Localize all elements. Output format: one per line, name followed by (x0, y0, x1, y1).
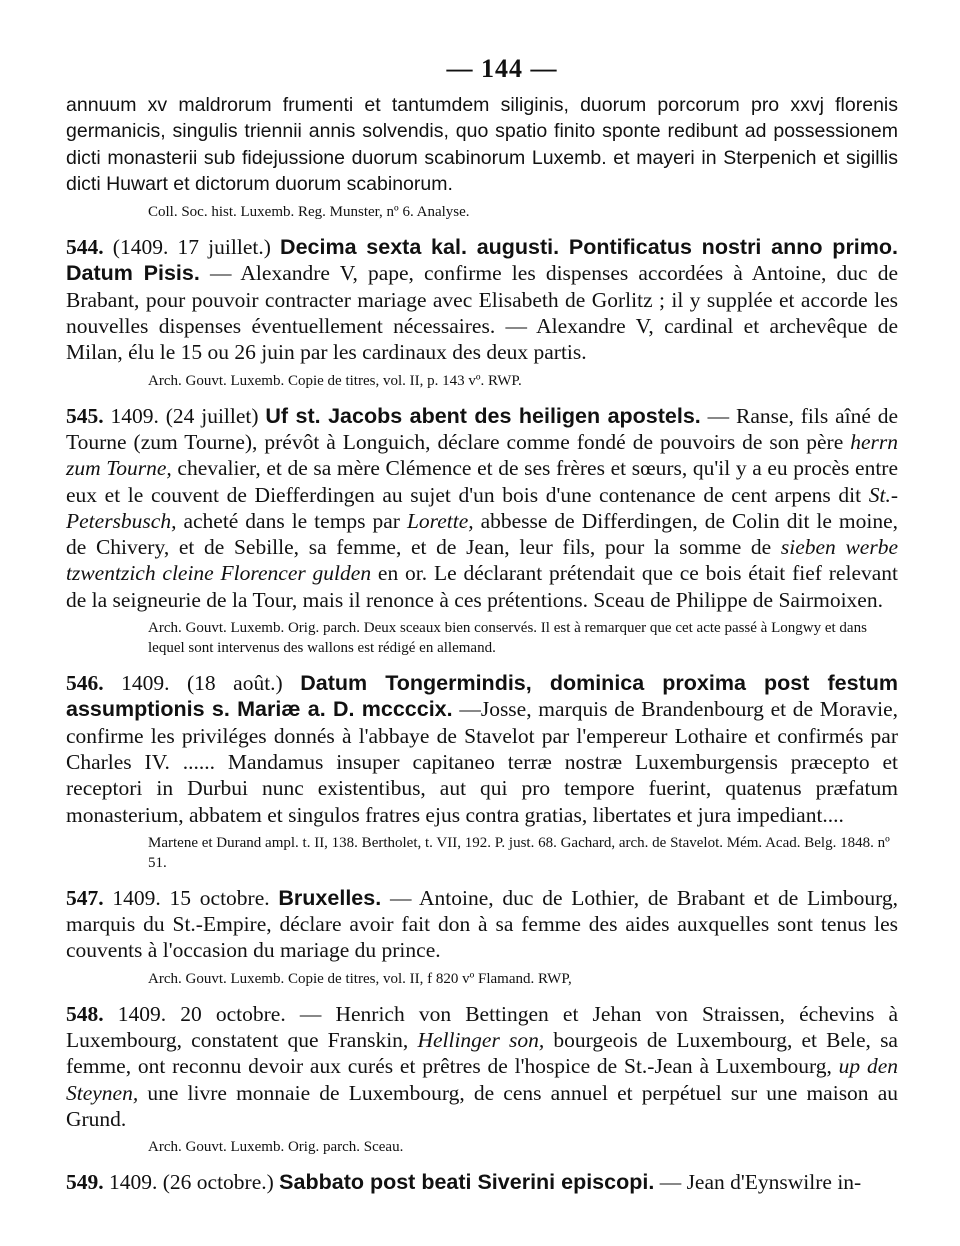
source-note: Arch. Gouvt. Luxemb. Orig. parch. Sceau. (148, 1139, 404, 1156)
entry-text: bourgeois de Luxembourg, et Bele, sa femme, ont reconnu devoir aux curés et prêtres de l'hospice de St.-Jean à Luxembourg, (66, 1028, 898, 1079)
entry-text: abbesse de Differdingen, de Colin dit le moine, de Chivery, et de Sebille, sa femme, et de Jean, leur fils, pour la somme de (66, 508, 898, 560)
source-note: Arch. Gouvt. Luxemb. Copie de titres, vol. II, f 820 vº Flamand. RWP, (148, 970, 572, 987)
source-note: Coll. Soc. hist. Luxemb. Reg. Munster, nº 6. Analyse. (148, 204, 470, 221)
entry-text: en or. Le déclarant prétendait que ce bois était fief relevant de la seigneurie de la Tour, mais il renonce à ces prétentions. Sceau de Philippe de Sairmoixen. (66, 561, 898, 612)
source-note: Arch. Gouvt. Luxemb. Copie de titres, vol. II, p. 143 vº. RWP. (148, 372, 522, 389)
entry-date: 1409. 15 octobre. (112, 885, 270, 910)
entry-date: 1409. (26 octobre.) (109, 1170, 274, 1195)
entry-number: 545. (66, 403, 104, 428)
entry-546 (66, 670, 898, 828)
entry-text: — Jean d'Eynswilre in- (659, 1170, 862, 1195)
entry-date: 1409. (24 juillet) (110, 403, 259, 428)
continuation-text: annuum xv maldrorum frumenti et tantumdem siliginis, duorum porcorum pro xxvj florenis germanicis, singulis triennii annis solvendis, quo spatio finito sponte redibunt ad possessionem dicti monasterii sub fidejussione duorum scabinorum Luxemb. et mayeri in Sterpenich et sigillis dicti Huwart et dictorum duorum scabinorum. (66, 94, 898, 195)
entry-text: — Ranse, fils aîné de Tourne (zum Tourne), prévôt à Longuich, déclare comme fondé de pouvoirs de son père (66, 403, 899, 454)
entry-number: 549. (66, 1170, 104, 1195)
entry-number: 546. (66, 671, 104, 696)
entry-number: 544. (66, 235, 104, 260)
entry-italic-term: Lorette, (406, 508, 474, 533)
entry-544 (66, 234, 898, 365)
entry-italic-term: herrn zum Tourne, (66, 429, 898, 481)
source-note: Arch. Gouvt. Luxemb. Orig. parch. Deux sceaux bien conservés. Il est à remarquer que cet acte passé à Longwy et dans lequel sont intervenus des wallons est rédigé en allemand. (148, 620, 867, 657)
entry-545 (66, 403, 898, 613)
entry-text: une livre monnaie de Luxembourg, de cens annuel et perpétuel sur une maison au Grund. (66, 1080, 898, 1131)
entry-date: 1409. 20 octobre. (117, 1001, 286, 1026)
entry-text: —Josse, marquis de Brandenbourg et de Moravie, confirme les priviléges donnés à l'abbaye de Stavelot par l'empereur Lothaire et confirmés par Charles IV. ...... Mandamus insuper capitaneo terræ nostræ Luxemburgensis præcepto et receptori in Durbui nunc existentibus, aut qui pro tempore fuerint, quatenus præfatum monasterium, abbatem et singulos fratres ejus contra gratias, libertates et jura impediant.... (66, 697, 898, 827)
entry-text: — Alexandre V, pape, confirme les dispenses accordées à Antoine, duc de Brabant, pour pouvoir contracter mariage avec Elisabeth de Gorlitz ; il y supplée et accorde les nouvelles dispenses éventuellement nécessaires. — Alexandre V, cardinal et archevêque de Milan, élu le 15 ou 26 juin par les cardinaux des deux partis. (66, 261, 898, 365)
entry-text: — Antoine, duc de Lothier, de Brabant et de Limbourg, marquis du St.-Empire, déclare avoir fait don à sa femme des aides auxquelles sont tenus les couvents à l'occasion du mariage du prince. (66, 885, 899, 963)
entry-548 (66, 1001, 898, 1132)
document-page (66, 54, 898, 1196)
entry-german-dating: Uf st. Jacobs abent des heiligen apostels. (265, 403, 701, 428)
entry-italic-term: Hellinger son, (417, 1028, 545, 1053)
entry-italic-term: sieben werbe tzwentzich cleine Florencer gulden (66, 535, 898, 586)
entry-547 (66, 885, 898, 964)
entry-549 (66, 1169, 898, 1195)
source-note: Martene et Durand ampl. t. II, 138. Bertholet, t. VII, 192. P. just. 68. Gachard, arch. de Stavelot. Mém. Acad. Belg. 1848. nº 51. (148, 834, 890, 871)
page-number: — 144 — (446, 54, 558, 83)
entry-italic-term: up den Steynen, (66, 1054, 898, 1105)
entry-text: acheté dans le temps par (176, 508, 407, 533)
entry-text: chevalier, et de sa mère Clémence et de ses frères et sœurs, qu'il y a eu procès entre eux et le couvent de Diefferdingen au sujet d'un bois d'une contenance de cent arpens dit (66, 456, 898, 507)
entry-number: 548. (66, 1001, 104, 1026)
entry-text: — Henrich von Bettingen et Jehan von Straissen, échevins à Luxembourg, constatent que Franskin, (66, 1001, 899, 1053)
entry-latin-dating: Datum Tongermindis, dominica proxima post festum assumptionis s. Mariæ a. D. mccccix. (66, 671, 898, 722)
entry-number: 547. (66, 885, 104, 910)
entry-latin-dating: Sabbato post beati Siverini episcopi. (279, 1170, 655, 1195)
entry-italic-term: St.-Petersbusch, (66, 482, 898, 533)
entry-place: Bruxelles. (278, 885, 382, 910)
entry-latin-dating: Decima sexta kal. augusti. Pontificatus nostri anno primo. Datum Pisis. (66, 235, 899, 286)
entry-date: 1409. (18 août.) (121, 671, 283, 696)
entry-date: (1409. 17 juillet.) (112, 235, 271, 260)
